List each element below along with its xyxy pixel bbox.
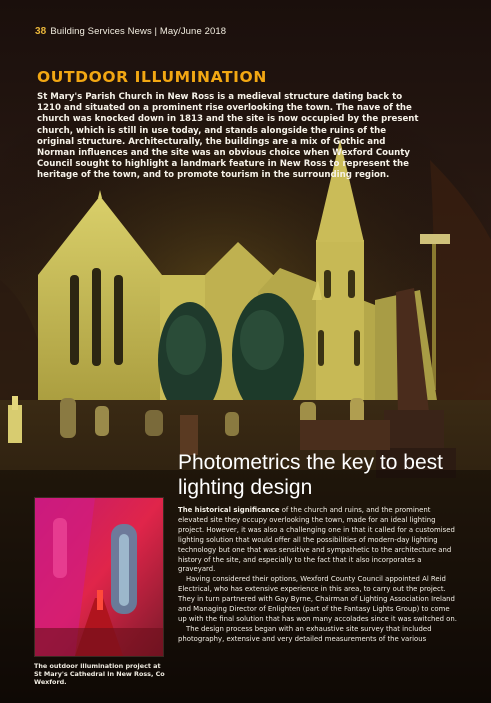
photo-caption: The outdoor illumination project at St Mary's Cathedral in New Ross, Co Wexford.	[34, 662, 165, 686]
inset-photo	[34, 497, 164, 657]
body-paragraph-1	[178, 506, 460, 575]
body-paragraph-1-text: of the church and ruins, and the prominent elevated site they occupy overlooking the town, made for an ideal lighting project. However, it was also a challenging one in that it called for a customised lighting solution that would offer all the possibilities of modern-day lighting technology but one that was sensitive and sympathetic to the architecture and history of the site, and especially to the fact that it also incorporates a graveyard.	[178, 506, 455, 574]
article-body	[178, 506, 460, 645]
section-kicker: OUTDOOR ILLUMINATION	[37, 68, 267, 86]
page-number: 38	[35, 26, 47, 37]
intro-paragraph: St Mary's Parish Church in New Ross is a medieval structure dating back to 1210 and situated on a prominent rise overlooking the town. The nave of the church was knocked down in 1813 and the site is now occupied by the present church, which is still in use today, and stands alongside the ruins of the original structure. Architecturally, the buildings are a mix of Gothic and Norman influences and the site was an obvious choice when Wexford County Council sought to highlight a landmark feature in New Ross to represent the heritage of the town, and to promote tourism in the surrounding region.	[37, 92, 419, 181]
body-paragraph-3: The design process began with an exhaustive site survey that included photography, extensive and very detailed measurements of the various	[178, 624, 432, 643]
body-paragraph-2: Having considered their options, Wexford County Council appointed Al Reid Electrical, who has extensive experience in this area, to carry out the project. They in turn partnered with Gay Byrne, Chairman of Lighting Association Ireland and Managing Director of Enlighten (part of the Fantasy Lights Group) to come up with the final solution that has won many accolades since it was switched on.	[178, 575, 457, 623]
lead-in: The historical significance	[178, 506, 280, 514]
running-header	[35, 26, 226, 37]
illuminated-interior-image	[35, 498, 163, 656]
article-headline: Photometrics the key to best lighting design	[178, 451, 443, 499]
publication-name: Building Services News | May/June 2018	[50, 26, 227, 37]
